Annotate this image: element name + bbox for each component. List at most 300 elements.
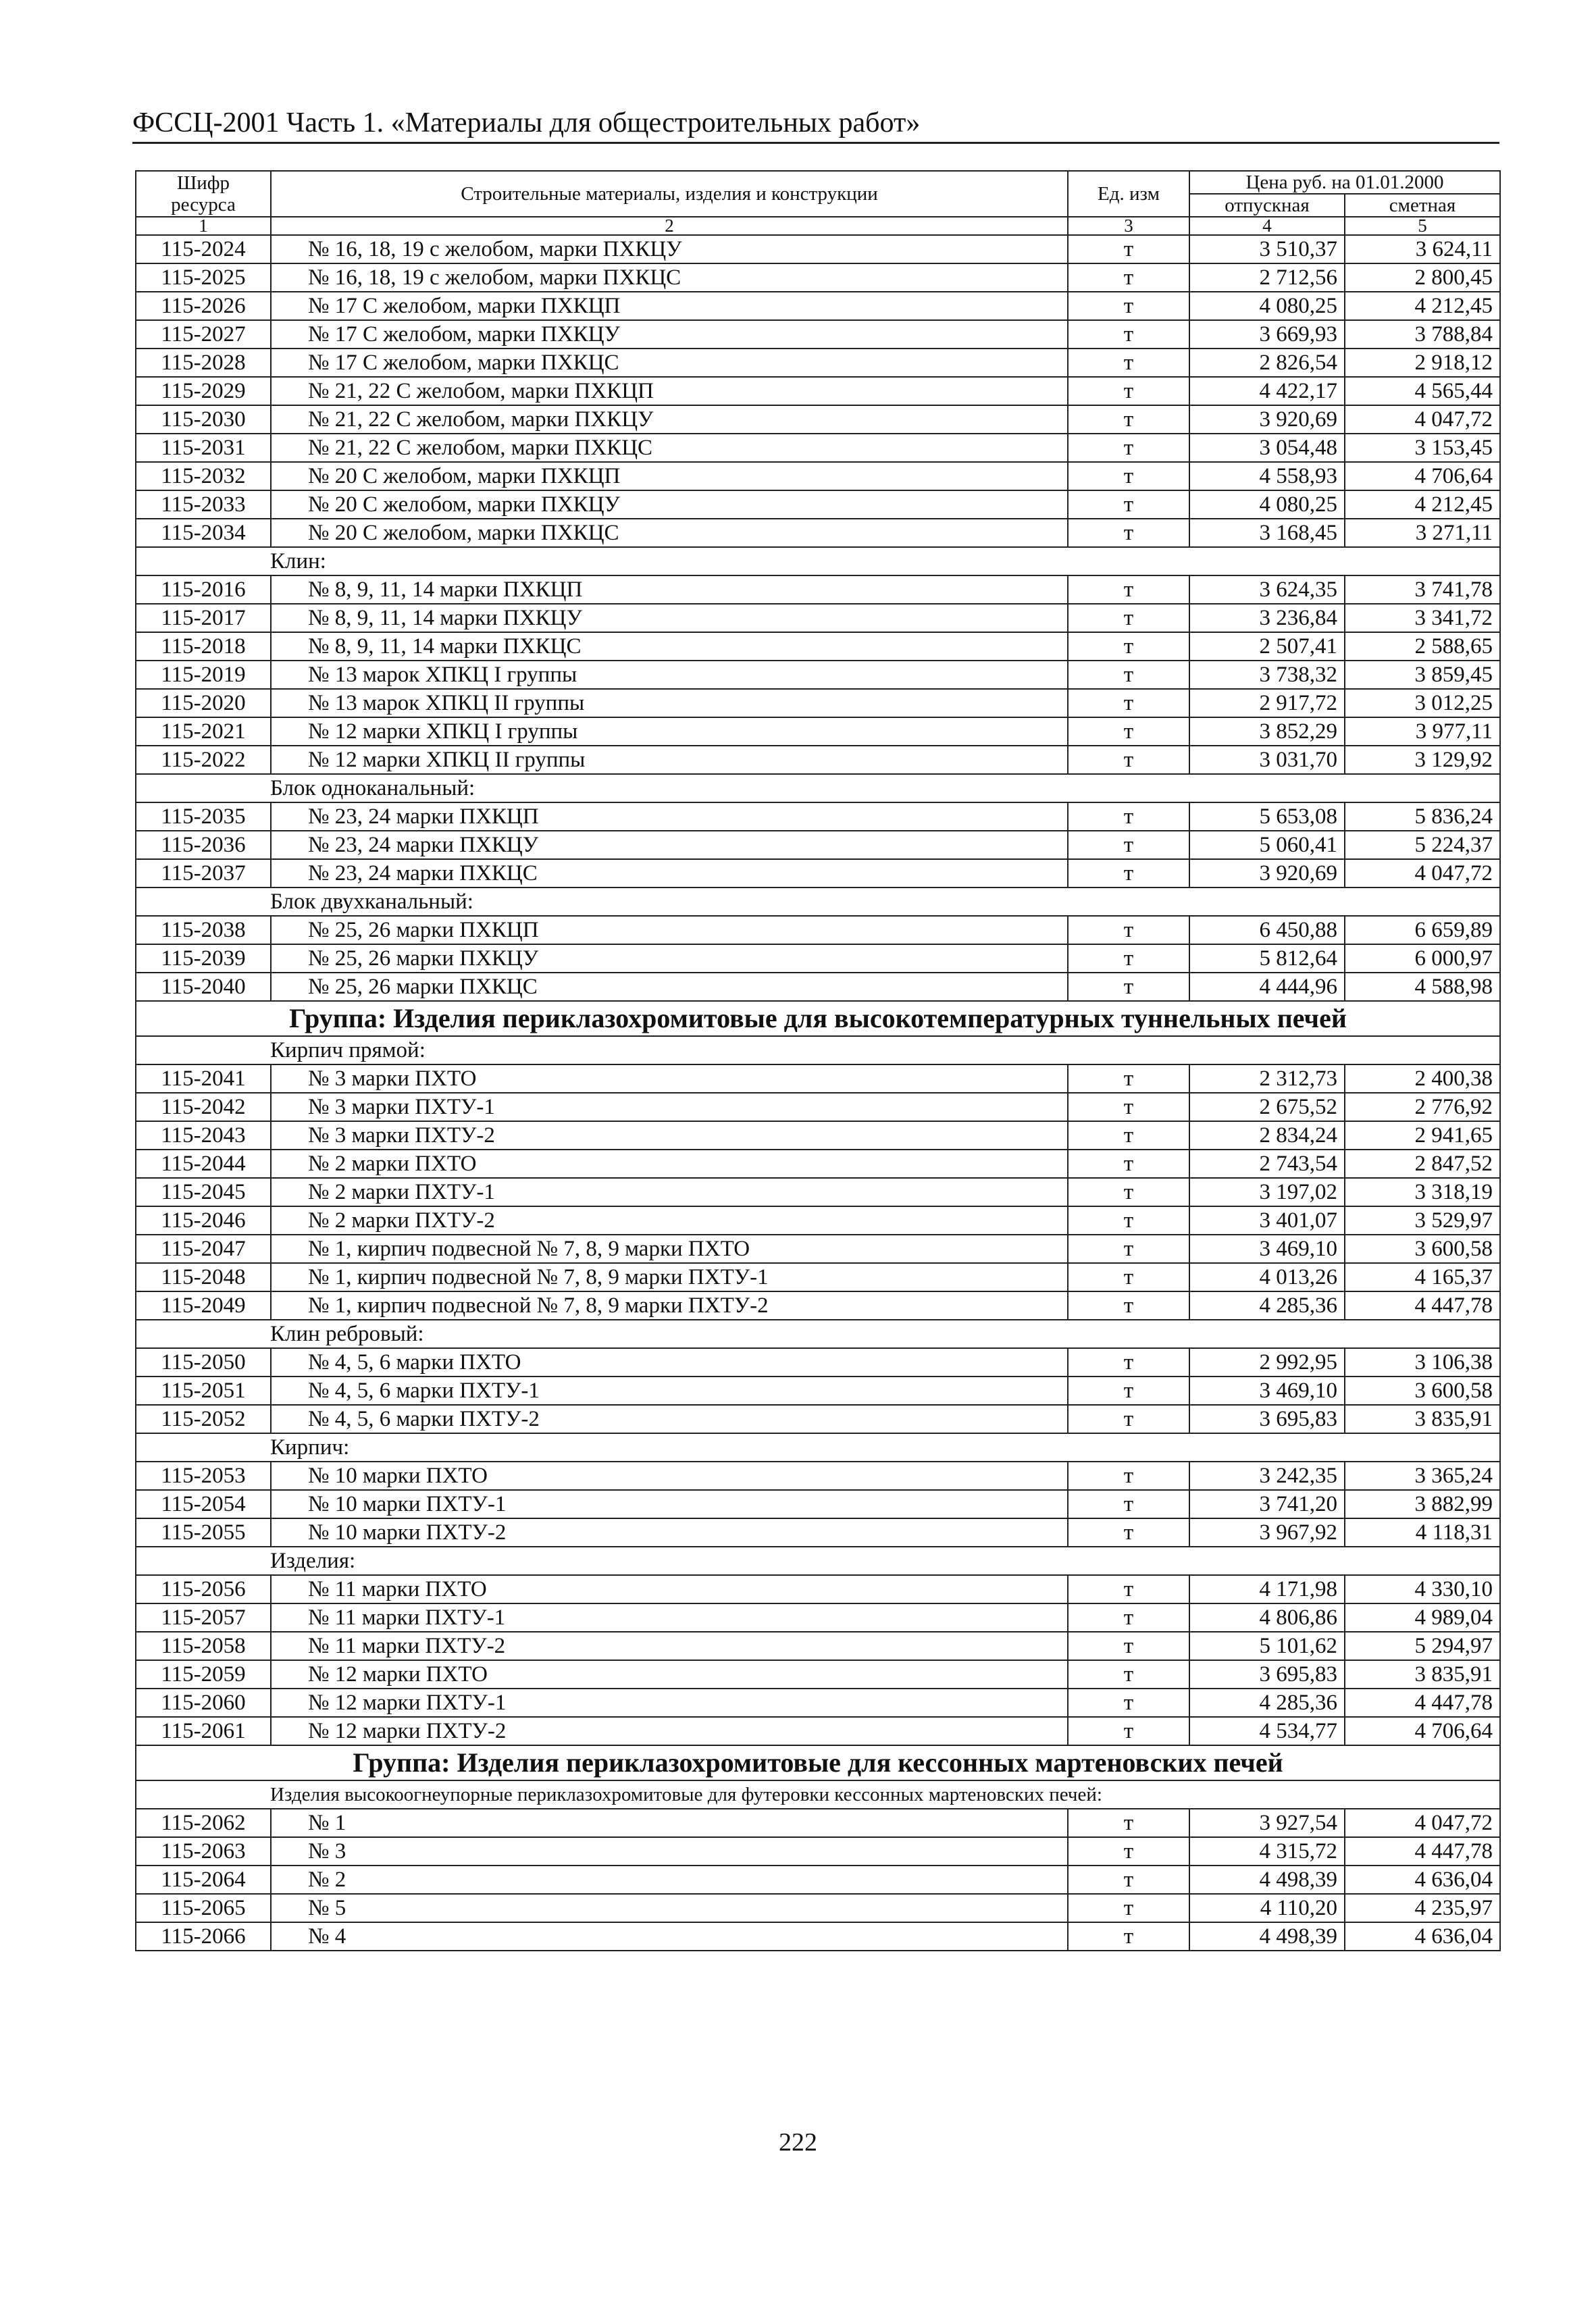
table-row <box>136 973 1500 1001</box>
release-price-cell: 4 315,72 <box>1189 1837 1345 1866</box>
subheading: Кирпич: <box>136 1433 1500 1462</box>
code-cell: 115-2059 <box>136 1660 271 1689</box>
estimate-price-cell: 3 624,11 <box>1345 235 1500 263</box>
table-row <box>136 661 1500 689</box>
code-cell: 115-2055 <box>136 1518 271 1547</box>
unit-cell: т <box>1068 434 1189 462</box>
column-header-release: отпускная <box>1189 194 1345 217</box>
column-number: 1 <box>136 217 271 235</box>
table-row <box>136 1150 1500 1178</box>
unit-cell: т <box>1068 519 1189 547</box>
release-price-cell: 3 168,45 <box>1189 519 1345 547</box>
table-row <box>136 519 1500 547</box>
unit-cell: т <box>1068 802 1189 831</box>
unit-cell: т <box>1068 235 1189 263</box>
estimate-price-cell: 5 224,37 <box>1345 831 1500 859</box>
name-cell: № 13 марок ХПКЦ II группы <box>271 689 1068 717</box>
release-price-cell: 4 080,25 <box>1189 292 1345 320</box>
estimate-price-cell: 4 636,04 <box>1345 1922 1500 1951</box>
unit-cell: т <box>1068 405 1189 434</box>
subheading-row <box>136 1433 1500 1462</box>
code-cell: 115-2021 <box>136 717 271 746</box>
subheading: Клин: <box>136 547 1500 575</box>
unit-cell: т <box>1068 1377 1189 1405</box>
unit-cell: т <box>1068 1235 1189 1263</box>
estimate-price-cell: 4 235,97 <box>1345 1894 1500 1922</box>
table-row <box>136 1235 1500 1263</box>
name-cell: № 17 С желобом, марки ПХКЦС <box>271 349 1068 377</box>
name-cell: № 21, 22 С желобом, марки ПХКЦП <box>271 377 1068 405</box>
unit-cell: т <box>1068 1809 1189 1837</box>
unit-cell: т <box>1068 320 1189 349</box>
unit-cell: т <box>1068 944 1189 973</box>
code-cell: 115-2038 <box>136 916 271 944</box>
estimate-price-cell: 2 847,52 <box>1345 1150 1500 1178</box>
estimate-price-cell: 4 565,44 <box>1345 377 1500 405</box>
code-cell: 115-2046 <box>136 1206 271 1235</box>
code-cell: 115-2042 <box>136 1093 271 1121</box>
code-cell: 115-2025 <box>136 263 271 292</box>
code-cell: 115-2017 <box>136 604 271 632</box>
table-row <box>136 263 1500 292</box>
column-number: 5 <box>1345 217 1500 235</box>
code-cell: 115-2064 <box>136 1866 271 1894</box>
code-cell: 115-2020 <box>136 689 271 717</box>
unit-cell: т <box>1068 973 1189 1001</box>
name-cell: № 3 марки ПХТУ-2 <box>271 1121 1068 1150</box>
table-row <box>136 916 1500 944</box>
release-price-cell: 3 695,83 <box>1189 1405 1345 1433</box>
code-cell: 115-2049 <box>136 1291 271 1320</box>
release-price-cell: 3 510,37 <box>1189 235 1345 263</box>
column-header-name: Строительные материалы, изделия и конструкции <box>271 171 1068 217</box>
code-cell: 115-2024 <box>136 235 271 263</box>
estimate-price-cell: 3 788,84 <box>1345 320 1500 349</box>
estimate-price-cell: 4 118,31 <box>1345 1518 1500 1547</box>
name-cell: № 2 <box>271 1866 1068 1894</box>
release-price-cell: 3 927,54 <box>1189 1809 1345 1837</box>
name-cell: № 16, 18, 19 с желобом, марки ПХКЦС <box>271 263 1068 292</box>
table-row <box>136 859 1500 888</box>
code-cell: 115-2034 <box>136 519 271 547</box>
unit-cell: т <box>1068 1689 1189 1717</box>
column-header-unit: Ед. изм <box>1068 171 1189 217</box>
table-row <box>136 320 1500 349</box>
code-cell: 115-2050 <box>136 1348 271 1377</box>
code-cell: 115-2026 <box>136 292 271 320</box>
unit-cell: т <box>1068 1064 1189 1093</box>
subheading-row <box>136 1547 1500 1575</box>
name-cell: № 1, кирпич подвесной № 7, 8, 9 марки ПХТУ-2 <box>271 1291 1068 1320</box>
estimate-price-cell: 3 835,91 <box>1345 1405 1500 1433</box>
name-cell: № 16, 18, 19 с желобом, марки ПХКЦУ <box>271 235 1068 263</box>
code-cell: 115-2048 <box>136 1263 271 1291</box>
release-price-cell: 2 743,54 <box>1189 1150 1345 1178</box>
estimate-price-cell: 3 529,97 <box>1345 1206 1500 1235</box>
estimate-price-cell: 3 365,24 <box>1345 1462 1500 1490</box>
table-body <box>136 235 1500 1951</box>
release-price-cell: 6 450,88 <box>1189 916 1345 944</box>
release-price-cell: 3 197,02 <box>1189 1178 1345 1206</box>
release-price-cell: 3 741,20 <box>1189 1490 1345 1518</box>
release-price-cell: 2 826,54 <box>1189 349 1345 377</box>
estimate-price-cell: 3 106,38 <box>1345 1348 1500 1377</box>
estimate-price-cell: 2 941,65 <box>1345 1121 1500 1150</box>
release-price-cell: 3 031,70 <box>1189 746 1345 774</box>
release-price-cell: 2 917,72 <box>1189 689 1345 717</box>
code-cell: 115-2027 <box>136 320 271 349</box>
subheading: Блок двухканальный: <box>136 888 1500 916</box>
code-cell: 115-2032 <box>136 462 271 490</box>
name-cell: № 12 марки ХПКЦ II группы <box>271 746 1068 774</box>
estimate-price-cell: 4 447,78 <box>1345 1291 1500 1320</box>
release-price-cell: 4 558,93 <box>1189 462 1345 490</box>
code-cell: 115-2044 <box>136 1150 271 1178</box>
table-row <box>136 1866 1500 1894</box>
release-price-cell: 5 812,64 <box>1189 944 1345 973</box>
table-row <box>136 1922 1500 1951</box>
name-cell: № 8, 9, 11, 14 марки ПХКЦП <box>271 575 1068 604</box>
column-number: 3 <box>1068 217 1189 235</box>
code-cell: 115-2019 <box>136 661 271 689</box>
code-cell: 115-2030 <box>136 405 271 434</box>
table-row <box>136 717 1500 746</box>
name-cell: № 2 марки ПХТО <box>271 1150 1068 1178</box>
code-cell: 115-2047 <box>136 1235 271 1263</box>
page-number: 222 <box>779 2128 817 2157</box>
column-header-price: Цена руб. на 01.01.2000 <box>1189 171 1500 194</box>
estimate-price-cell: 4 212,45 <box>1345 292 1500 320</box>
release-price-cell: 3 695,83 <box>1189 1660 1345 1689</box>
estimate-price-cell: 3 600,58 <box>1345 1377 1500 1405</box>
estimate-price-cell: 2 400,38 <box>1345 1064 1500 1093</box>
code-cell: 115-2056 <box>136 1575 271 1603</box>
table-row <box>136 1377 1500 1405</box>
subheading: Блок одноканальный: <box>136 774 1500 802</box>
code-cell: 115-2035 <box>136 802 271 831</box>
name-cell: № 17 С желобом, марки ПХКЦП <box>271 292 1068 320</box>
code-cell: 115-2016 <box>136 575 271 604</box>
name-cell: № 2 марки ПХТУ-1 <box>271 1178 1068 1206</box>
unit-cell: т <box>1068 1178 1189 1206</box>
release-price-cell: 4 498,39 <box>1189 1922 1345 1951</box>
table-row <box>136 689 1500 717</box>
name-cell: № 25, 26 марки ПХКЦП <box>271 916 1068 944</box>
table-row <box>136 1717 1500 1745</box>
table-row <box>136 604 1500 632</box>
unit-cell: т <box>1068 1837 1189 1866</box>
name-cell: № 20 С желобом, марки ПХКЦП <box>271 462 1068 490</box>
estimate-price-cell: 4 447,78 <box>1345 1837 1500 1866</box>
subheading: Изделия: <box>136 1547 1500 1575</box>
release-price-cell: 4 534,77 <box>1189 1717 1345 1745</box>
release-price-cell: 4 422,17 <box>1189 377 1345 405</box>
unit-cell: т <box>1068 1866 1189 1894</box>
table-row <box>136 377 1500 405</box>
release-price-cell: 3 738,32 <box>1189 661 1345 689</box>
unit-cell: т <box>1068 263 1189 292</box>
name-cell: № 3 марки ПХТУ-1 <box>271 1093 1068 1121</box>
release-price-cell: 2 992,95 <box>1189 1348 1345 1377</box>
release-price-cell: 5 060,41 <box>1189 831 1345 859</box>
release-price-cell: 4 498,39 <box>1189 1866 1345 1894</box>
table-row <box>136 632 1500 661</box>
code-cell: 115-2041 <box>136 1064 271 1093</box>
group-heading-row <box>136 1745 1500 1780</box>
code-cell: 115-2058 <box>136 1632 271 1660</box>
code-cell: 115-2039 <box>136 944 271 973</box>
estimate-price-cell: 6 659,89 <box>1345 916 1500 944</box>
table-row <box>136 1263 1500 1291</box>
table-row <box>136 1518 1500 1547</box>
name-cell: № 4 <box>271 1922 1068 1951</box>
code-cell: 115-2037 <box>136 859 271 888</box>
name-cell: № 21, 22 С желобом, марки ПХКЦС <box>271 434 1068 462</box>
unit-cell: т <box>1068 1405 1189 1433</box>
name-cell: № 1 <box>271 1809 1068 1837</box>
unit-cell: т <box>1068 1291 1189 1320</box>
name-cell: № 12 марки ХПКЦ I группы <box>271 717 1068 746</box>
unit-cell: т <box>1068 1348 1189 1377</box>
release-price-cell: 4 080,25 <box>1189 490 1345 519</box>
estimate-price-cell: 4 212,45 <box>1345 490 1500 519</box>
estimate-price-cell: 3 129,92 <box>1345 746 1500 774</box>
table-row <box>136 1178 1500 1206</box>
unit-cell: т <box>1068 1093 1189 1121</box>
name-cell: № 20 С желобом, марки ПХКЦУ <box>271 490 1068 519</box>
column-header-code: Шифр ресурса <box>136 171 271 217</box>
estimate-price-cell: 4 047,72 <box>1345 1809 1500 1837</box>
subheading: Кирпич прямой: <box>136 1036 1500 1064</box>
name-cell: № 10 марки ПХТО <box>271 1462 1068 1490</box>
unit-cell: т <box>1068 632 1189 661</box>
name-cell: № 21, 22 С желобом, марки ПХКЦУ <box>271 405 1068 434</box>
release-price-cell: 4 806,86 <box>1189 1603 1345 1632</box>
estimate-price-cell: 4 989,04 <box>1345 1603 1500 1632</box>
column-header-estimate: сметная <box>1345 194 1500 217</box>
code-cell: 115-2033 <box>136 490 271 519</box>
estimate-price-cell: 5 294,97 <box>1345 1632 1500 1660</box>
table-row <box>136 575 1500 604</box>
table-row <box>136 1689 1500 1717</box>
name-cell: № 25, 26 марки ПХКЦУ <box>271 944 1068 973</box>
code-cell: 115-2066 <box>136 1922 271 1951</box>
name-cell: № 10 марки ПХТУ-1 <box>271 1490 1068 1518</box>
estimate-price-cell: 3 835,91 <box>1345 1660 1500 1689</box>
table-row <box>136 490 1500 519</box>
name-cell: № 10 марки ПХТУ-2 <box>271 1518 1068 1547</box>
release-price-cell: 5 653,08 <box>1189 802 1345 831</box>
unit-cell: т <box>1068 689 1189 717</box>
name-cell: № 1, кирпич подвесной № 7, 8, 9 марки ПХТО <box>271 1235 1068 1263</box>
table-row <box>136 1121 1500 1150</box>
table-row <box>136 746 1500 774</box>
name-cell: № 12 марки ПХТУ-2 <box>271 1717 1068 1745</box>
group-heading-row <box>136 1001 1500 1036</box>
code-cell: 115-2028 <box>136 349 271 377</box>
estimate-price-cell: 5 836,24 <box>1345 802 1500 831</box>
table-row <box>136 1837 1500 1866</box>
unit-cell: т <box>1068 1894 1189 1922</box>
release-price-cell: 3 054,48 <box>1189 434 1345 462</box>
name-cell: № 17 С желобом, марки ПХКЦУ <box>271 320 1068 349</box>
estimate-price-cell: 2 776,92 <box>1345 1093 1500 1121</box>
release-price-cell: 3 242,35 <box>1189 1462 1345 1490</box>
code-cell: 115-2031 <box>136 434 271 462</box>
unit-cell: т <box>1068 604 1189 632</box>
unit-cell: т <box>1068 1922 1189 1951</box>
release-price-cell: 3 236,84 <box>1189 604 1345 632</box>
table-row <box>136 1348 1500 1377</box>
name-cell: № 11 марки ПХТУ-1 <box>271 1603 1068 1632</box>
name-cell: № 12 марки ПХТУ-1 <box>271 1689 1068 1717</box>
estimate-price-cell: 4 706,64 <box>1345 462 1500 490</box>
estimate-price-cell: 3 600,58 <box>1345 1235 1500 1263</box>
name-cell: № 3 марки ПХТО <box>271 1064 1068 1093</box>
unit-cell: т <box>1068 1603 1189 1632</box>
group-heading: Группа: Изделия периклазохромитовые для высокотемпературных туннельных печей <box>136 1001 1500 1036</box>
group-heading: Группа: Изделия периклазохромитовые для кессонных мартеновских печей <box>136 1745 1500 1780</box>
code-cell: 115-2053 <box>136 1462 271 1490</box>
name-cell: № 13 марок ХПКЦ I группы <box>271 661 1068 689</box>
estimate-price-cell: 3 318,19 <box>1345 1178 1500 1206</box>
unit-cell: т <box>1068 1632 1189 1660</box>
table-row <box>136 1462 1500 1490</box>
estimate-price-cell: 4 165,37 <box>1345 1263 1500 1291</box>
unit-cell: т <box>1068 1121 1189 1150</box>
unit-cell: т <box>1068 859 1189 888</box>
code-cell: 115-2051 <box>136 1377 271 1405</box>
release-price-cell: 3 624,35 <box>1189 575 1345 604</box>
table-row <box>136 1603 1500 1632</box>
release-price-cell: 3 920,69 <box>1189 859 1345 888</box>
unit-cell: т <box>1068 916 1189 944</box>
table-row <box>136 462 1500 490</box>
table-row <box>136 1405 1500 1433</box>
unit-cell: т <box>1068 831 1189 859</box>
unit-cell: т <box>1068 746 1189 774</box>
table-row <box>136 1575 1500 1603</box>
name-cell: № 5 <box>271 1894 1068 1922</box>
release-price-cell: 3 967,92 <box>1189 1518 1345 1547</box>
estimate-price-cell: 2 800,45 <box>1345 263 1500 292</box>
unit-cell: т <box>1068 349 1189 377</box>
code-cell: 115-2036 <box>136 831 271 859</box>
code-cell: 115-2061 <box>136 1717 271 1745</box>
unit-cell: т <box>1068 1150 1189 1178</box>
release-price-cell: 3 852,29 <box>1189 717 1345 746</box>
code-cell: 115-2057 <box>136 1603 271 1632</box>
subheading-row <box>136 547 1500 575</box>
estimate-price-cell: 2 918,12 <box>1345 349 1500 377</box>
subheading: Клин ребровый: <box>136 1320 1500 1348</box>
estimate-price-cell: 4 636,04 <box>1345 1866 1500 1894</box>
subheading-row <box>136 774 1500 802</box>
release-price-cell: 4 013,26 <box>1189 1263 1345 1291</box>
code-cell: 115-2045 <box>136 1178 271 1206</box>
estimate-price-cell: 4 447,78 <box>1345 1689 1500 1717</box>
estimate-price-cell: 4 706,64 <box>1345 1717 1500 1745</box>
table-row <box>136 292 1500 320</box>
unit-cell: т <box>1068 462 1189 490</box>
estimate-price-cell: 3 977,11 <box>1345 717 1500 746</box>
unit-cell: т <box>1068 1206 1189 1235</box>
table-row <box>136 802 1500 831</box>
table-row <box>136 349 1500 377</box>
estimate-price-cell: 4 330,10 <box>1345 1575 1500 1603</box>
estimate-price-cell: 3 012,25 <box>1345 689 1500 717</box>
code-cell: 115-2063 <box>136 1837 271 1866</box>
table-row <box>136 1894 1500 1922</box>
name-cell: № 11 марки ПХТО <box>271 1575 1068 1603</box>
subheading-row <box>136 1036 1500 1064</box>
table-row <box>136 1206 1500 1235</box>
table-row <box>136 235 1500 263</box>
name-cell: № 1, кирпич подвесной № 7, 8, 9 марки ПХТУ-1 <box>271 1263 1068 1291</box>
release-price-cell: 2 312,73 <box>1189 1064 1345 1093</box>
table-row <box>136 1632 1500 1660</box>
name-cell: № 23, 24 марки ПХКЦУ <box>271 831 1068 859</box>
unit-cell: т <box>1068 1717 1189 1745</box>
estimate-price-cell: 3 741,78 <box>1345 575 1500 604</box>
release-price-cell: 3 469,10 <box>1189 1377 1345 1405</box>
table-row <box>136 1064 1500 1093</box>
column-number: 2 <box>271 217 1068 235</box>
subheading-row <box>136 888 1500 916</box>
subheading-row <box>136 1780 1500 1809</box>
release-price-cell: 4 171,98 <box>1189 1575 1345 1603</box>
release-price-cell: 2 507,41 <box>1189 632 1345 661</box>
code-cell: 115-2040 <box>136 973 271 1001</box>
name-cell: № 8, 9, 11, 14 марки ПХКЦУ <box>271 604 1068 632</box>
header-rule <box>132 142 1499 144</box>
name-cell: № 4, 5, 6 марки ПХТО <box>271 1348 1068 1377</box>
unit-cell: т <box>1068 292 1189 320</box>
table-row <box>136 1660 1500 1689</box>
unit-cell: т <box>1068 1490 1189 1518</box>
name-cell: № 4, 5, 6 марки ПХТУ-1 <box>271 1377 1068 1405</box>
name-cell: № 11 марки ПХТУ-2 <box>271 1632 1068 1660</box>
estimate-price-cell: 2 588,65 <box>1345 632 1500 661</box>
release-price-cell: 3 469,10 <box>1189 1235 1345 1263</box>
release-price-cell: 2 834,24 <box>1189 1121 1345 1150</box>
code-cell: 115-2060 <box>136 1689 271 1717</box>
estimate-price-cell: 4 047,72 <box>1345 405 1500 434</box>
release-price-cell: 2 712,56 <box>1189 263 1345 292</box>
table-row <box>136 434 1500 462</box>
table-row <box>136 944 1500 973</box>
unit-cell: т <box>1068 575 1189 604</box>
estimate-price-cell: 3 859,45 <box>1345 661 1500 689</box>
name-cell: № 2 марки ПХТУ-2 <box>271 1206 1068 1235</box>
name-cell: № 25, 26 марки ПХКЦС <box>271 973 1068 1001</box>
release-price-cell: 3 920,69 <box>1189 405 1345 434</box>
code-cell: 115-2043 <box>136 1121 271 1150</box>
unit-cell: т <box>1068 1575 1189 1603</box>
code-cell: 115-2054 <box>136 1490 271 1518</box>
subheading: Изделия высокоогнеупорные периклазохромитовые для футеровки кессонных мартеновских печей: <box>136 1780 1500 1809</box>
estimate-price-cell: 3 153,45 <box>1345 434 1500 462</box>
name-cell: № 23, 24 марки ПХКЦС <box>271 859 1068 888</box>
table-row <box>136 1490 1500 1518</box>
name-cell: № 8, 9, 11, 14 марки ПХКЦС <box>271 632 1068 661</box>
estimate-price-cell: 4 588,98 <box>1345 973 1500 1001</box>
release-price-cell: 3 401,07 <box>1189 1206 1345 1235</box>
release-price-cell: 4 110,20 <box>1189 1894 1345 1922</box>
name-cell: № 4, 5, 6 марки ПХТУ-2 <box>271 1405 1068 1433</box>
name-cell: № 20 С желобом, марки ПХКЦС <box>271 519 1068 547</box>
unit-cell: т <box>1068 490 1189 519</box>
